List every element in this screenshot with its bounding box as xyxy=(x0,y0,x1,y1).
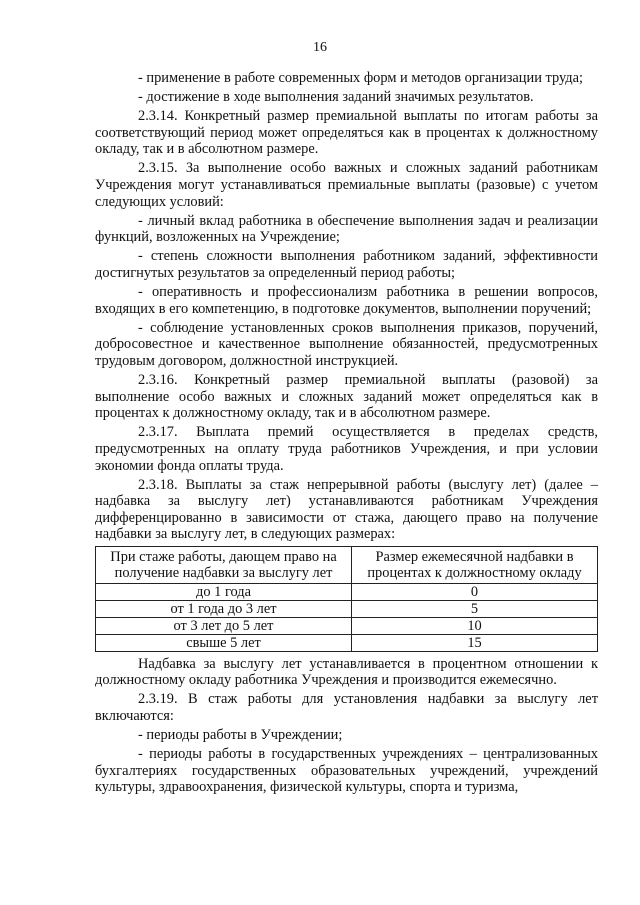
paragraph: 2.3.18. Выплаты за стаж непрерывной работы (выслугу лет) (далее – надбавка за выслугу лет) устанавливаются работникам Учреждения дифференцированно в зависимости от стажа, дающего право на получение надбавки за выслугу лет, в следующих размерах: xyxy=(95,476,598,543)
paragraph: - степень сложности выполнения работником заданий, эффективности достигнутых результатов за определенный период работы; xyxy=(95,248,598,282)
paragraph: 2.3.15. За выполнение особо важных и сложных заданий работникам Учреждения могут устанавливаться премиальные выплаты (разовые) с учетом следующих условий: xyxy=(95,160,598,210)
table-header-cell: При стаже работы, дающем право на получение надбавки за выслугу лет xyxy=(96,546,352,583)
paragraph: - оперативность и профессионализм работника в решении вопросов, входящих в его компетенцию, в подготовке документов, выполнении поручений; xyxy=(95,284,598,317)
page-number: 16 xyxy=(313,40,327,55)
paragraph: 2.3.14. Конкретный размер премиальной выплаты по итогам работы за соответствующий период может определяться как в процентах к должностному окладу, так и в абсолютном размере. xyxy=(95,108,598,158)
paragraph: 2.3.17. Выплата премий осуществляется в пределах средств, предусмотренных на оплату труда работников Учреждения, и при условии экономии фонда оплаты труда. xyxy=(95,424,598,474)
paragraph: 2.3.19. В стаж работы для установления надбавки за выслугу лет включаются: xyxy=(95,691,598,724)
paragraph: - периоды работы в Учреждении; xyxy=(138,726,343,743)
table-cell: 5 xyxy=(352,600,598,617)
paragraph: 2.3.16. Конкретный размер премиальной выплаты (разовой) за выполнение особо важных и сложных заданий может определяться как в процентах к должностному окладу, так и в абсолютном размере. xyxy=(95,372,598,422)
paragraph: - достижение в ходе выполнения заданий значимых результатов. xyxy=(138,89,534,106)
table-header-row xyxy=(96,546,598,583)
table-cell: до 1 года xyxy=(96,583,352,600)
table-header-cell: Размер ежемесячной надбавки в процентах к должностному окладу xyxy=(352,546,598,583)
table-cell: от 3 лет до 5 лет xyxy=(96,617,352,634)
table-cell: 0 xyxy=(352,583,598,600)
document-body xyxy=(95,70,598,798)
paragraph: - соблюдение установленных сроков выполнения приказов, поручений, добросовестное и качественное выполнение обязанностей, предусмотренных трудовым договором, должностной инструкцией. xyxy=(95,319,598,369)
paragraph: - применение в работе современных форм и методов организации труда; xyxy=(138,70,583,86)
table-row xyxy=(96,600,598,617)
paragraph: Надбавка за выслугу лет устанавливается в процентном отношении к должностному окладу работника Учреждения и производится ежемесячно. xyxy=(95,655,598,689)
table-row xyxy=(96,583,598,600)
table-cell: от 1 года до 3 лет xyxy=(96,600,352,617)
paragraph: - личный вклад работника в обеспечение выполнения задач и реализации функций, возложенных на Учреждение; xyxy=(95,212,598,246)
table-cell: свыше 5 лет xyxy=(96,634,352,651)
table-row xyxy=(96,617,598,634)
table-cell: 15 xyxy=(352,634,598,651)
table-cell: 10 xyxy=(352,617,598,634)
table-row xyxy=(96,634,598,651)
seniority-bonus-table xyxy=(95,546,598,652)
paragraph: - периоды работы в государственных учреждениях – централизованных бухгалтериях государственных образовательных учреждений, учреждений культуры, здравоохранения, физической культуры, спорта и туризма, xyxy=(95,746,598,796)
